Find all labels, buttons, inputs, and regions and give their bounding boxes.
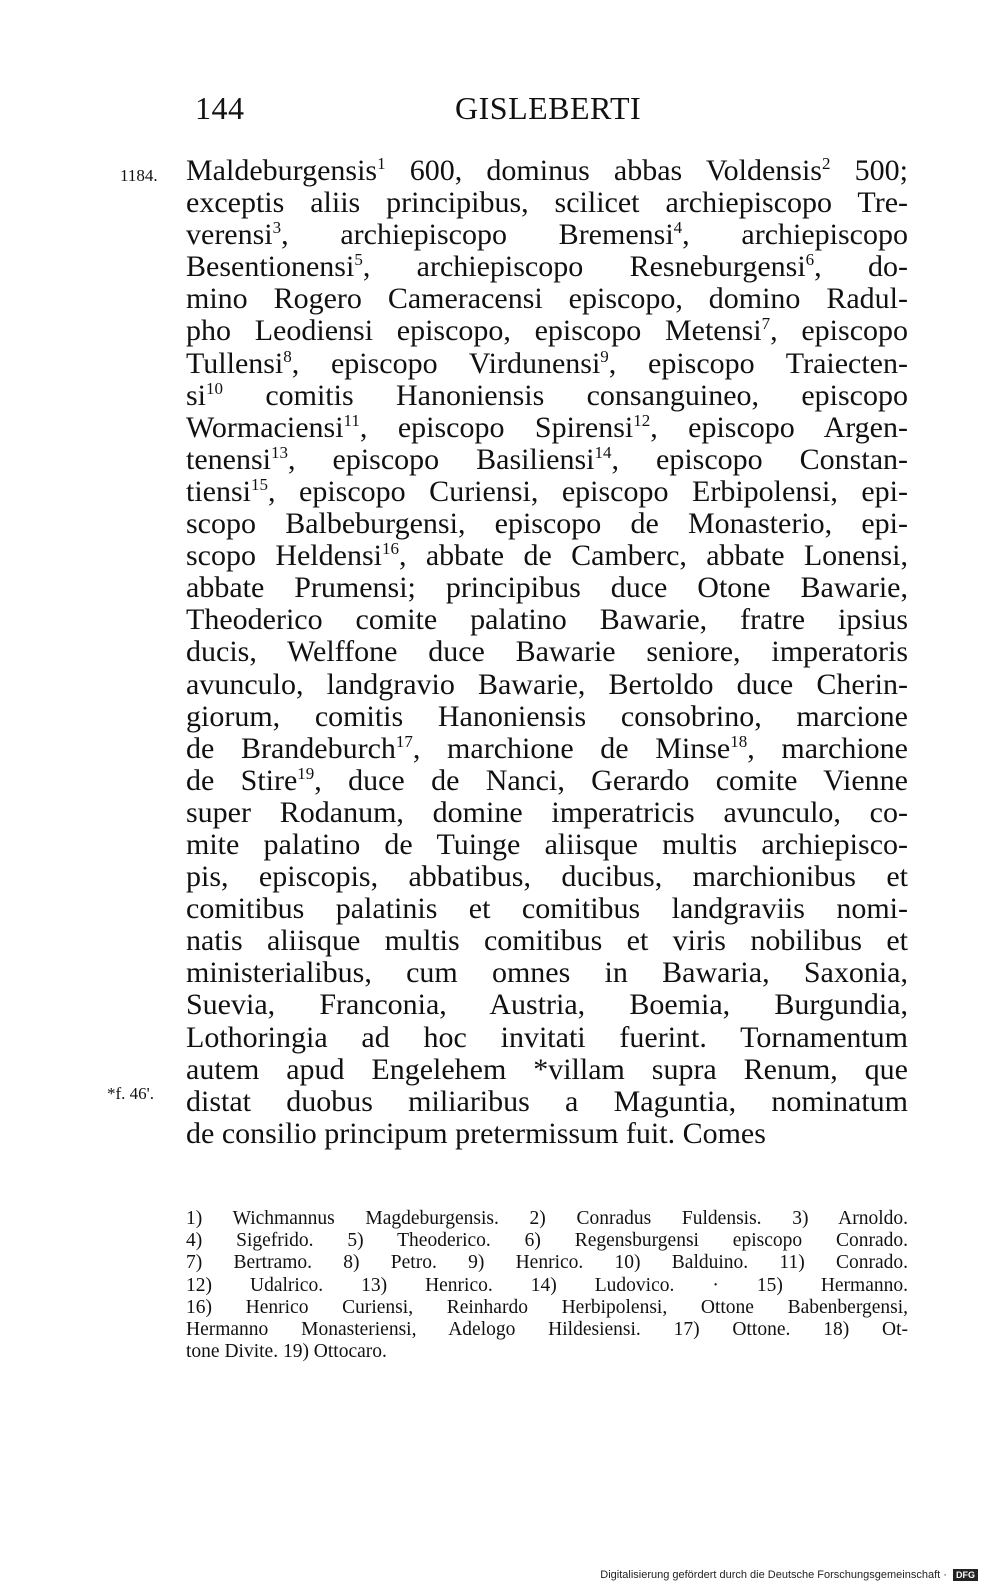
footnote-marker: 3: [272, 218, 282, 238]
footnote-marker: 6: [805, 250, 815, 270]
digitization-credit: [600, 1569, 978, 1581]
text-line: [186, 348, 908, 380]
text-line: [186, 283, 908, 315]
text-segment: super Rodanum, domine imperatricis avunculo, co-: [186, 795, 908, 829]
footnote-marker: 10: [206, 378, 224, 398]
text-segment: tenensi: [186, 442, 271, 476]
text-segment: , episcopo Virdunensi: [291, 346, 601, 380]
text-line: [186, 1086, 908, 1118]
text-line: [186, 604, 908, 636]
text-segment: , archiepiscopo: [682, 218, 908, 252]
footnote-marker: 8: [283, 346, 292, 366]
text-segment: comitibus palatinis et comitibus landgraviis nomi-: [186, 892, 908, 926]
text-segment: autem apud Engelehem *villam supra Renum, que: [186, 1052, 908, 1086]
text-segment: , duce de Nanci, Gerardo comite Vienne: [314, 763, 908, 797]
footnote-marker: 14: [594, 442, 612, 462]
text-segment: de consilio principum pretermissum fuit. Comes: [186, 1116, 766, 1150]
text-line: [186, 829, 908, 861]
text-segment: scopo Heldensi: [186, 539, 382, 573]
text-line: [186, 251, 908, 283]
footnote-marker: 19: [297, 763, 315, 783]
text-line: [186, 636, 908, 668]
text-segment: distat duobus miliaribus a Maguntia, nominatum: [186, 1084, 908, 1118]
text-segment: , do-: [814, 250, 908, 284]
text-segment: , archiepiscopo Bremensi: [281, 218, 674, 252]
text-segment: , episcopo Argen-: [650, 410, 908, 444]
text-segment: , episcopo Basiliensi: [287, 442, 595, 476]
text-segment: , marchione: [747, 731, 908, 765]
text-segment: de Stire: [186, 763, 298, 797]
text-segment: , episcopo Spirensi: [359, 410, 634, 444]
running-title: GISLEBERTI: [455, 90, 642, 126]
footnote-line: 12) Udalrico. 13) Henrico. 14) Ludovico. · 15) Hermanno.: [186, 1274, 908, 1296]
text-line: [186, 412, 908, 444]
text-line: [186, 925, 908, 957]
text-line: [186, 315, 908, 347]
text-segment: si: [186, 378, 207, 412]
footnote-line: 4) Sigefrido. 5) Theoderico. 6) Regensburgensi episcopo Conrado.: [186, 1230, 908, 1252]
footnote-line: 7) Bertramo. 8) Petro. 9) Henrico. 10) Balduino. 11) Conrado.: [186, 1252, 908, 1274]
footnote-marker: 5: [354, 250, 363, 270]
text-line: [186, 989, 908, 1021]
text-segment: scopo Balbeburgensi, episcopo de Monasterio, epi-: [186, 507, 908, 541]
text-line: [186, 1118, 908, 1150]
text-segment: Theoderico comite palatino Bawarie, fratre ipsius: [186, 603, 908, 637]
text-segment: pho Leodiensi episcopo, episcopo Metensi: [186, 314, 762, 348]
footnote-marker: 7: [761, 314, 771, 334]
footnote-line: tone Divite. 19) Ottocaro.: [186, 1341, 387, 1363]
footnote-line: Hermanno Monasteriensi, Adelogo Hildesiensi. 17) Ottone. 18) Ot-: [186, 1318, 908, 1340]
text-segment: mite palatino de Tuinge aliisque multis archiepisco-: [186, 827, 908, 861]
text-segment: Suevia, Franconia, Austria, Boemia, Burgundia,: [186, 988, 908, 1022]
footnote-marker: 2: [822, 154, 831, 173]
text-segment: , archiepiscopo Resneburgensi: [362, 250, 806, 284]
page-header: [0, 90, 1000, 130]
text-segment: , abbate de Camberc, abbate Lonensi,: [398, 539, 908, 573]
text-line: [186, 187, 908, 219]
page-number: 144: [195, 90, 245, 126]
text-segment: exceptis aliis principibus, scilicet archiepiscopo Tre-: [186, 186, 908, 220]
main-text: [186, 155, 908, 1150]
text-segment: tiensi: [186, 474, 251, 508]
text-segment: Besentionensi: [186, 250, 355, 284]
text-segment: 500;: [830, 154, 908, 187]
text-line: [186, 155, 908, 187]
text-line: [186, 1022, 908, 1054]
footnote-marker: 13: [270, 442, 288, 462]
text-line: [186, 540, 908, 572]
text-line: [186, 444, 908, 476]
dfg-logo: DFG: [953, 1569, 978, 1581]
text-line: [186, 797, 908, 829]
text-segment: mino Rogero Cameracensi episcopo, domino Radul-: [186, 282, 908, 316]
text-line: [186, 669, 908, 701]
text-line: [186, 957, 908, 989]
text-segment: Lothoringia ad hoc invitati fuerint. Tornamentum: [186, 1020, 908, 1054]
text-segment: , episcopo Curiensi, episcopo Erbipolensi, epi-: [268, 474, 908, 508]
margin-year-note: 1184.: [120, 166, 158, 185]
text-segment: comitis Hanoniensis consanguineo, episcopo: [223, 378, 908, 412]
text-segment: ducis, Welffone duce Bawarie seniore, imperatoris: [186, 635, 908, 669]
footnote-marker: 11: [343, 410, 360, 430]
text-segment: ministerialibus, cum omnes in Bawaria, Saxonia,: [186, 956, 908, 990]
text-line: [186, 893, 908, 925]
text-segment: pis, episcopis, abbatibus, ducibus, marchionibus et: [186, 860, 908, 894]
text-segment: , marchione de Minse: [412, 731, 731, 765]
text-segment: , episcopo Traiecten-: [608, 346, 908, 380]
text-segment: giorum, comitis Hanoniensis consobrino, marcione: [186, 699, 908, 733]
text-line: [186, 508, 908, 540]
text-segment: , episcopo Constan-: [611, 442, 908, 476]
text-line: [186, 380, 908, 412]
text-line: [186, 219, 908, 251]
text-segment: verensi: [186, 218, 273, 252]
margin-folio-note: *f. 46'.: [107, 1084, 154, 1103]
footnote-marker: 12: [633, 410, 651, 430]
text-line: [186, 861, 908, 893]
footnote-marker: 1: [377, 154, 386, 173]
footnote-marker: 18: [730, 731, 748, 751]
text-line: [186, 733, 908, 765]
footnote-line: 1) Wichmannus Magdeburgensis. 2) Conradus Fuldensis. 3) Arnoldo.: [186, 1208, 908, 1229]
text-line: [186, 476, 908, 508]
footnotes: [186, 1208, 908, 1363]
text-segment: Wormaciensi: [186, 410, 344, 444]
text-segment: 600, dominus abbas Voldensis: [385, 154, 822, 187]
text-segment: Maldeburgensis: [186, 154, 378, 187]
text-segment: abbate Prumensi; principibus duce Otone Bawarie,: [186, 571, 908, 605]
text-segment: avunculo, landgravio Bawarie, Bertoldo duce Cherin-: [186, 667, 908, 701]
footnote-marker: 9: [600, 346, 609, 366]
footnote-marker: 4: [673, 218, 683, 238]
text-line: [186, 1054, 908, 1086]
text-segment: de Brandeburch: [186, 731, 396, 765]
footnote-line: 16) Henrico Curiensi, Reinhardo Herbipolensi, Ottone Babenbergensi,: [186, 1296, 908, 1318]
text-line: [186, 572, 908, 604]
digitization-text: Digitalisierung gefördert durch die Deutsche Forschungsgemeinschaft ·: [600, 1569, 947, 1581]
footnote-marker: 15: [251, 474, 268, 494]
footnote-marker: 17: [395, 731, 413, 751]
text-line: [186, 765, 908, 797]
footnote-marker: 16: [381, 539, 399, 559]
text-segment: , episcopo: [770, 314, 909, 348]
text-line: [186, 701, 908, 733]
text-segment: natis aliisque multis comitibus et viris nobilibus et: [186, 924, 908, 958]
text-segment: Tullensi: [186, 346, 284, 380]
